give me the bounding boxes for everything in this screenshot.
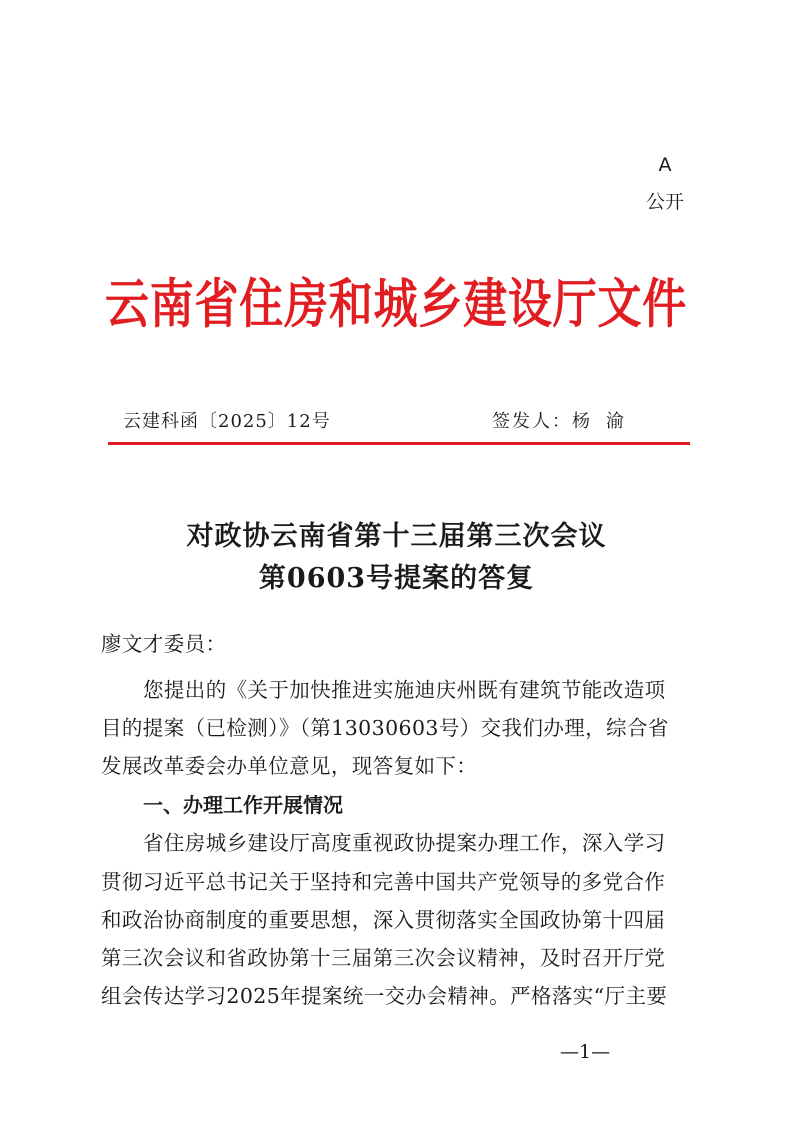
paragraph-line: 发展改革委会办单位意见，现答复如下： — [101, 754, 478, 778]
disclosure-label: 公开 — [645, 191, 684, 213]
signer-name: 杨渝 — [572, 411, 640, 432]
paragraph-line: 组会传达学习2025年提案统一交办会精神。严格落实“厅主要 — [101, 984, 668, 1008]
salutation: 廖文才委员： — [101, 632, 227, 656]
section-heading: 一、办理工作开展情况 — [143, 793, 343, 817]
paragraph-line: 和政治协商制度的重要思想，深入贯彻落实全国政协第十四届 — [101, 908, 666, 932]
issuer-red-header: 云南省住房和城乡建设厅文件 — [105, 274, 687, 335]
document-number: 云建科函〔2025〕12号 — [123, 411, 331, 432]
paragraph-line: 省住房城乡建设厅高度重视政协提案办理工作，深入学习 — [143, 831, 666, 855]
signer — [492, 410, 640, 434]
classification-level: A — [658, 154, 672, 176]
reply-title-line-2: 第0603号提案的答复 — [258, 563, 535, 594]
reply-title-line-1: 对政协云南省第十三届第三次会议 — [186, 521, 607, 552]
red-separator-line — [108, 442, 690, 445]
page-number: —1— — [560, 1041, 611, 1063]
paragraph-line: 您提出的《关于加快推进实施迪庆州既有建筑节能改造项 — [143, 678, 666, 702]
paragraph-line: 第三次会议和省政协第十三届第三次会议精神，及时召开厅党 — [101, 946, 666, 970]
signer-label: 签发人： — [492, 411, 572, 432]
paragraph-line: 贯彻习近平总书记关于坚持和完善中国共产党领导的多党合作 — [101, 870, 666, 894]
paragraph-line: 目的提案（已检测）》（第13030603号）交我们办理，综合省 — [101, 716, 669, 740]
